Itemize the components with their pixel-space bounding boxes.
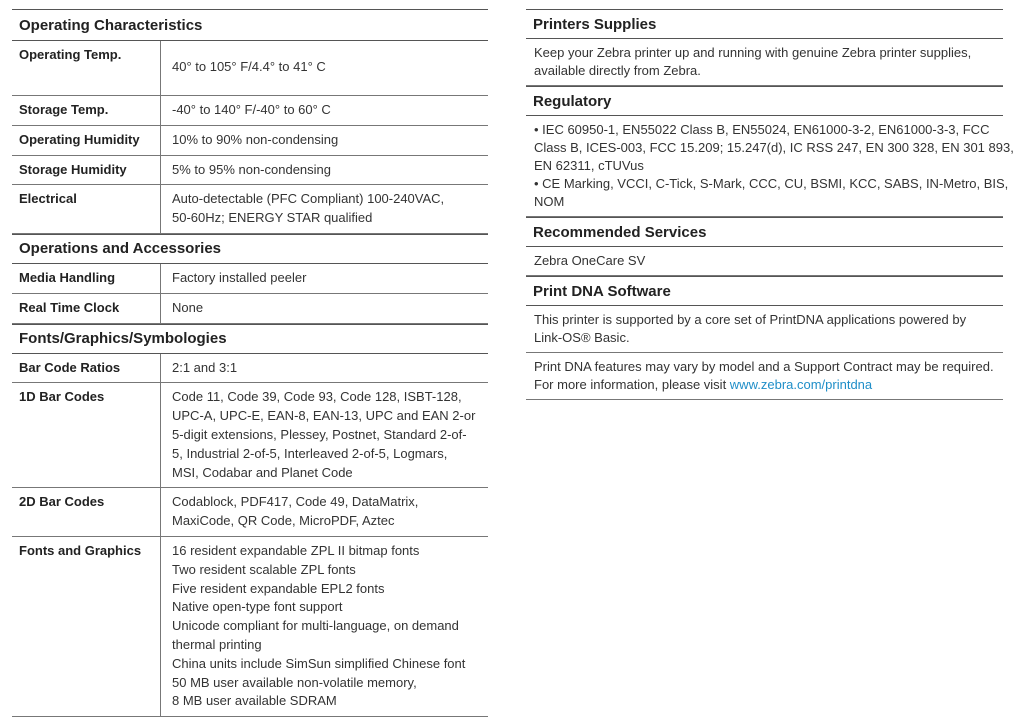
spec-row-storage-humidity [12,156,488,186]
spec-label: 1D Bar Codes [12,383,161,487]
right-column [526,9,1014,400]
spec-row-real-time-clock [12,294,488,324]
spec-label: Bar Code Ratios [12,354,161,383]
supplies-paragraph: Keep your Zebra printer up and running with genuine Zebra printer supplies, available directly from Zebra. [526,39,1003,86]
left-column [12,9,488,717]
spec-row-operating-humidity [12,126,488,156]
spec-label: Storage Temp. [12,96,161,125]
section-heading-regulatory: Regulatory [526,86,1003,116]
operations-table [12,264,488,324]
spec-value: 40° to 105° F/4.4° to 41° C [172,59,326,74]
spec-value: 10% to 90% non-condensing [172,131,339,147]
spec-value: 2:1 and 3:1 [172,359,238,375]
section-heading-operations: Operations and Accessories [12,234,488,264]
spec-label: Storage Humidity [12,156,161,185]
spec-row-fonts-and-graphics [12,537,488,717]
spec-row-electrical [12,185,488,234]
regulatory-paragraph: • IEC 60950-1, EN55022 Class B, EN55024, EN61000-3-2, EN61000-3-3, FCC Class B, ICES-003, FCC 15.209; 15.247(d), IC RSS 247, EN 300 328, EN 301 893, EN 62311, cTUVus • CE Marking, VCCI, C-Tick, S-Mark, CCC, CU, BSMI, KCC, SABS, IN-Metro, BIS, NOM [526,116,1003,217]
spec-label: Electrical [12,185,161,233]
spec-label: 2D Bar Codes [12,488,161,536]
spec-value: Auto-detectable (PFC Compliant) 100-240VAC, 50-60Hz; ENERGY STAR qualified [172,191,445,226]
spec-label: Operating Temp. [12,41,161,95]
printdna-link[interactable]: www.zebra.com/printdna [729,377,873,392]
operating-table [12,41,488,234]
section-heading-operating: Operating Characteristics [12,9,488,41]
services-paragraph: Zebra OneCare SV [526,247,1003,276]
spec-label: Fonts and Graphics [12,537,161,716]
spec-value: 16 resident expandable ZPL II bitmap fonts Two resident scalable ZPL fonts Five resident expandable EPL2 fonts Native open-type font support Unicode compliant for multi-language, on demand thermal printing China units include SimSun simplified Chinese font 50 MB user available non-volatile memory, 8 MB user available SDRAM [172,542,466,709]
spec-value: Code 11, Code 39, Code 93, Code 128, ISBT-128, UPC-A, UPC-E, EAN-8, EAN-13, UPC and EAN 2-or 5-digit extensions, Plessey, Postnet, Standard 2-of- 5, Industrial 2-of-5, Interleaved 2-of-5, Logmars, MSI, Codabar and Planet Code [172,389,476,480]
spec-value: Codablock, PDF417, Code 49, DataMatrix, MaxiCode, QR Code, MicroPDF, Aztec [172,494,419,529]
spec-value: Factory installed peeler [172,269,307,285]
spec-row-media-handling [12,264,488,294]
spec-label: Operating Humidity [12,126,161,155]
spec-row-1d-bar-codes [12,383,488,488]
spec-row-bar-code-ratios [12,354,488,384]
section-heading-printdna: Print DNA Software [526,276,1003,306]
spec-label: Media Handling [12,264,161,293]
spec-row-storage-temp [12,96,488,126]
section-heading-fonts: Fonts/Graphics/Symbologies [12,324,488,354]
section-heading-services: Recommended Services [526,217,1003,247]
spec-value: -40° to 140° F/-40° to 60° C [172,102,331,117]
printdna-more-info-text: For more information, please visit [534,377,730,392]
spec-label: Real Time Clock [12,294,161,323]
spec-row-operating-temp [12,41,488,96]
printdna-paragraph-2: Print DNA features may vary by model and a Support Contract may be required. For more information, please visit www.zebra.com/printdna [526,353,1003,400]
section-heading-supplies: Printers Supplies [526,9,1003,39]
spec-value: 5% to 95% non-condensing [172,161,332,177]
spec-value: None [172,299,204,315]
fonts-table [12,354,488,718]
spec-row-2d-bar-codes [12,488,488,537]
printdna-paragraph-1: This printer is supported by a core set of PrintDNA applications powered by Link-OS® Basic. [526,306,1003,353]
